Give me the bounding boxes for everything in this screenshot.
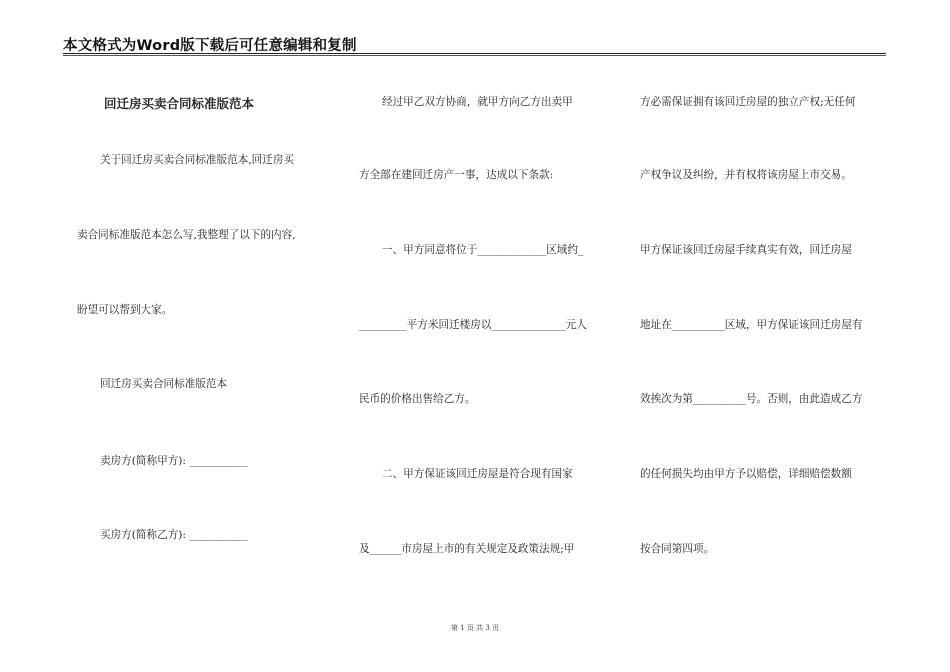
document-header-title: 本文格式为Word版下载后可任意编辑和复制 — [63, 38, 357, 54]
paragraph-line: 效挨次为第__________号。否则，由此造成乙方 — [640, 393, 863, 405]
paragraph-line: 按合同第四项。 — [640, 543, 715, 555]
header-divider — [63, 53, 886, 54]
paragraph-line: 盼望可以帮到大家。 — [77, 304, 173, 316]
paragraph-line: 及______市房屋上市的有关规定及政策法规;甲 — [359, 543, 575, 555]
paragraph-line: 一、甲方同意将位于_____________区域约_ — [382, 244, 584, 256]
paragraph-line: 关于回迁房买卖合同标准版范本,回迁房买 — [100, 154, 295, 166]
paragraph-line: 甲方保证该回迁房屋手续真实有效，回迁房屋 — [640, 244, 852, 256]
contract-title: 回迁房买卖合同标准版范本 — [104, 96, 255, 111]
header-divider-thin — [63, 55, 886, 56]
paragraph-line: 地址在__________区域，甲方保证该回迁房屋有 — [640, 319, 863, 331]
paragraph-line: 回迁房买卖合同标准版范本 — [100, 378, 228, 390]
page-number: 第 1 页 共 3 页 — [450, 624, 500, 632]
seller-field: 卖房方(简称甲方): ___________ — [100, 455, 248, 467]
paragraph-line: 二、甲方保证该回迁房屋是符合现有国家 — [382, 468, 573, 480]
paragraph-line: 方全部在建回迁房产一事，达成以下条款: — [359, 169, 554, 181]
paragraph-line: 经过甲乙双方协商，就甲方向乙方出卖甲 — [382, 96, 573, 108]
paragraph-line: 的任何损失均由甲方予以赔偿，详细赔偿数额 — [640, 468, 852, 480]
paragraph-line: 卖合同标准版范本怎么写,我整理了以下的内容, — [77, 229, 296, 241]
paragraph-line: _________平方米回迁楼房以______________元人 — [359, 319, 587, 331]
buyer-field: 买房方(简称乙方): ___________ — [100, 529, 248, 541]
paragraph-line: 产权争议及纠纷，并有权将该房屋上市交易。 — [640, 169, 852, 181]
paragraph-line: 民币的价格出售给乙方。 — [359, 393, 476, 405]
paragraph-line: 方必需保证拥有该回迁房屋的独立产权;无任何 — [640, 96, 856, 108]
